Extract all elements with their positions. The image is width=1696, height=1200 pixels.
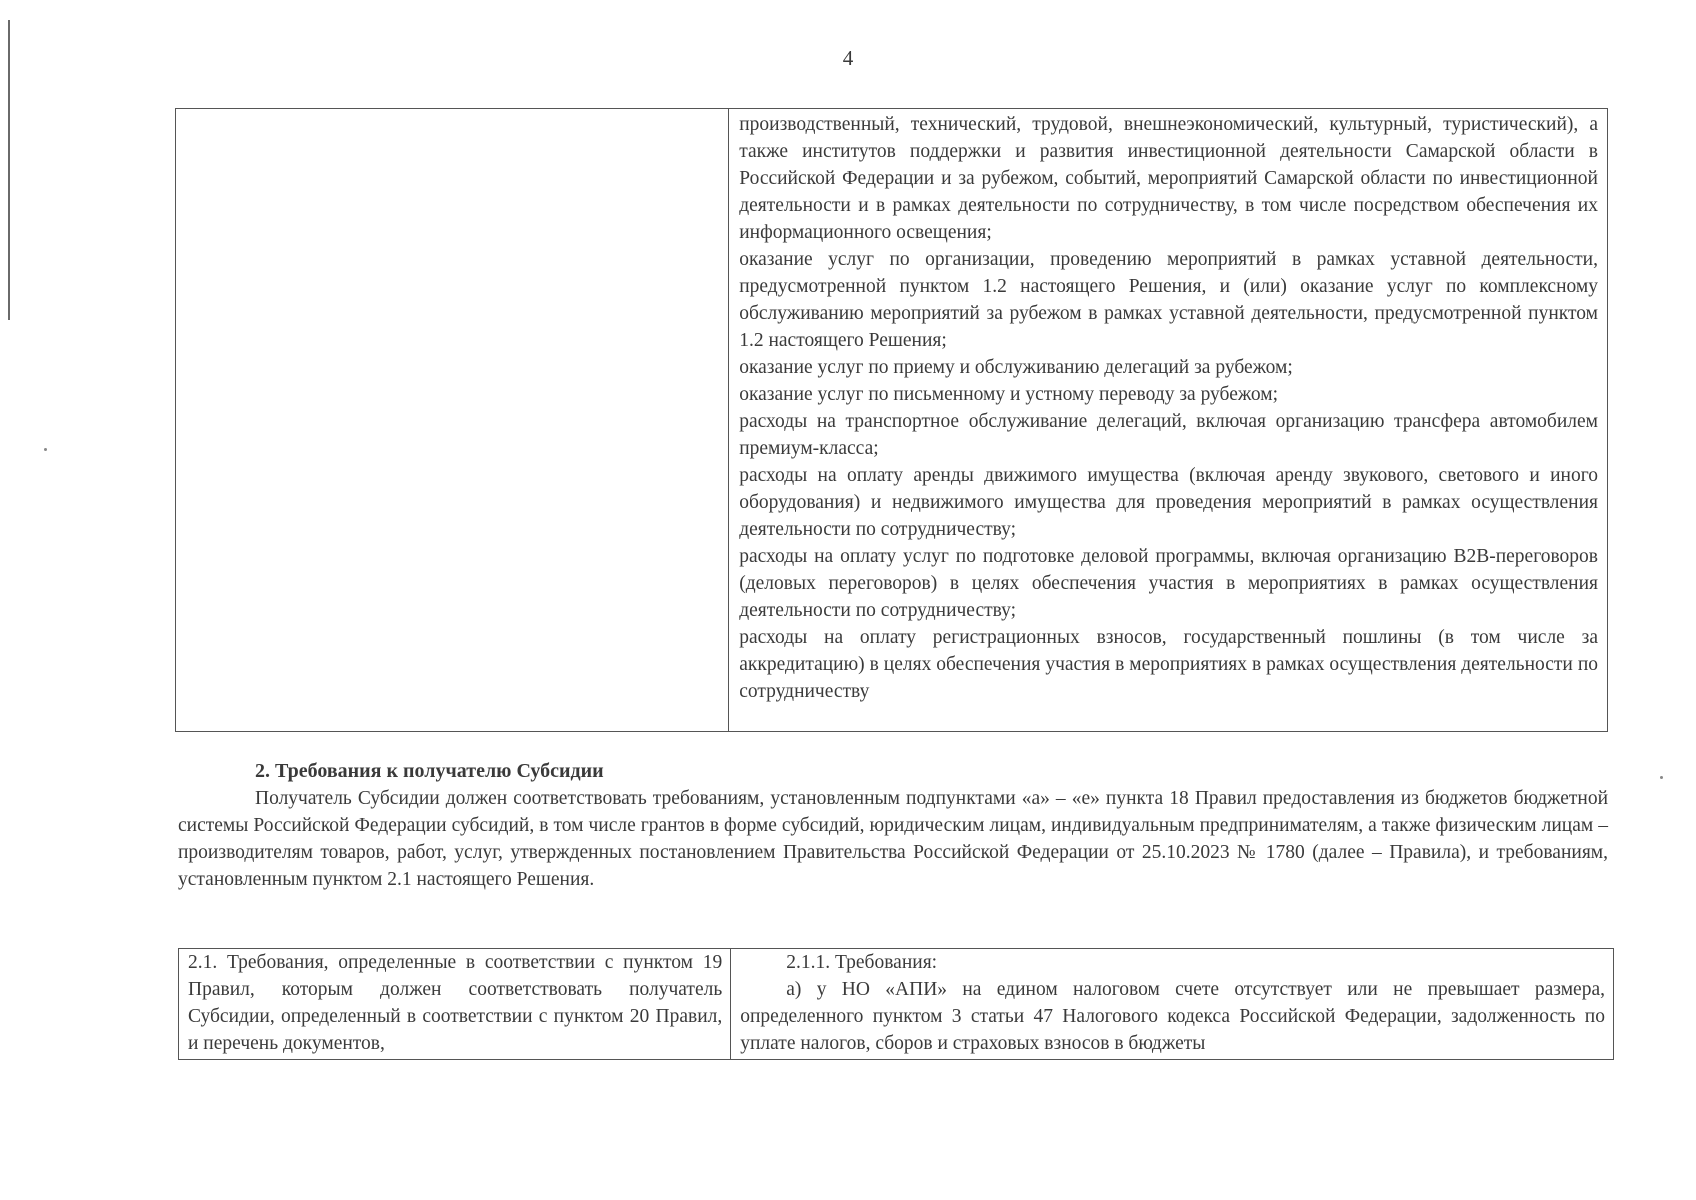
activity-item: оказание услуг по письменному и устному переводу за рубежом; <box>739 384 1278 405</box>
section-2 <box>178 757 1608 893</box>
activity-item: расходы на оплату аренды движимого имущества (включая аренду звукового, светового и иного оборудования) и недвижимого имущества для проведения мероприятий в рамках осуществления деятельности по сотрудничеству; <box>739 465 1598 540</box>
activity-item: расходы на оплату услуг по подготовке деловой программы, включая организацию B2B-переговоров (деловых переговоров) в целях обеспечения участия в мероприятиях в рамках осуществления деятельности по сотрудничеству; <box>739 546 1598 621</box>
requirements-right-text: а) у НО «АПИ» на едином налоговом счете отсутствует или не превышает размера, определенного пунктом 3 статьи 47 Налогового кодекса Российской Федерации, задолженность по уплате налогов, сборов и страховых взносов в бюджеты <box>740 979 1605 1054</box>
requirements-subheading: 2.1.1. Требования: <box>786 952 938 973</box>
activity-item: оказание услуг по приему и обслуживанию делегаций за рубежом; <box>739 357 1293 378</box>
requirements-table <box>178 948 1614 1060</box>
requirements-table-left-cell <box>179 949 731 1059</box>
activity-item: расходы на оплату регистрационных взносов, государственный пошлины (в том числе за аккредитацию) в целях обеспечения участия в мероприятиях в рамках осуществления деятельности по сотрудничеству <box>739 627 1598 702</box>
scan-speck <box>1660 776 1663 779</box>
requirements-table-right-cell <box>731 949 1613 1059</box>
page-number: 4 <box>842 46 854 70</box>
scan-speck <box>44 448 47 451</box>
activity-item: оказание услуг по организации, проведению мероприятий в рамках уставной деятельности, предусмотренной пунктом 1.2 настоящего Решения, и (или) оказание услуг по комплексному обслуживанию мероприятий за рубежом в рамках уставной деятельности, предусмотренной пунктом 1.2 настоящего Решения; <box>739 249 1598 351</box>
activity-item: расходы на транспортное обслуживание делегаций, включая организацию трансфера автомобилем премиум-класса; <box>739 411 1598 459</box>
requirements-left-text: 2.1. Требования, определенные в соответствии с пунктом 19 Правил, которым должен соответствовать получатель Субсидии, определенный в соответствии с пунктом 20 Правил, и перечень документов, <box>188 952 723 1054</box>
activities-table-right-cell <box>729 109 1607 731</box>
activity-item: производственный, технический, трудовой, внешнеэкономический, культурный, туристический), а также институтов поддержки и развития инвестиционной деятельности Самарской области в Российской Федерации и за рубежом, событий, мероприятий Самарской области по инвестиционной деятельности и в рамках деятельности по сотрудничеству, в том числе посредством обеспечения их информационного освещения; <box>739 114 1598 243</box>
activities-table-left-cell <box>176 109 729 731</box>
section-heading: 2. Требования к получателю Субсидии <box>255 760 604 782</box>
activities-table <box>175 108 1608 732</box>
section-paragraph: Получатель Субсидии должен соответствовать требованиям, установленным подпунктами «а» – «е» пункта 18 Правил предоставления из бюджетов бюджетной системы Российской Федерации субсидий, в том числе грантов в форме субсидий, юридическим лицам, индивидуальным предпринимателям, а также физическим лицам – производителям товаров, работ, услуг, утвержденных постановлением Правительства Российской Федерации от 25.10.2023 № 1780 (далее – Правила), и требованиям, установленным пунктом 2.1 настоящего Решения. <box>178 788 1608 890</box>
